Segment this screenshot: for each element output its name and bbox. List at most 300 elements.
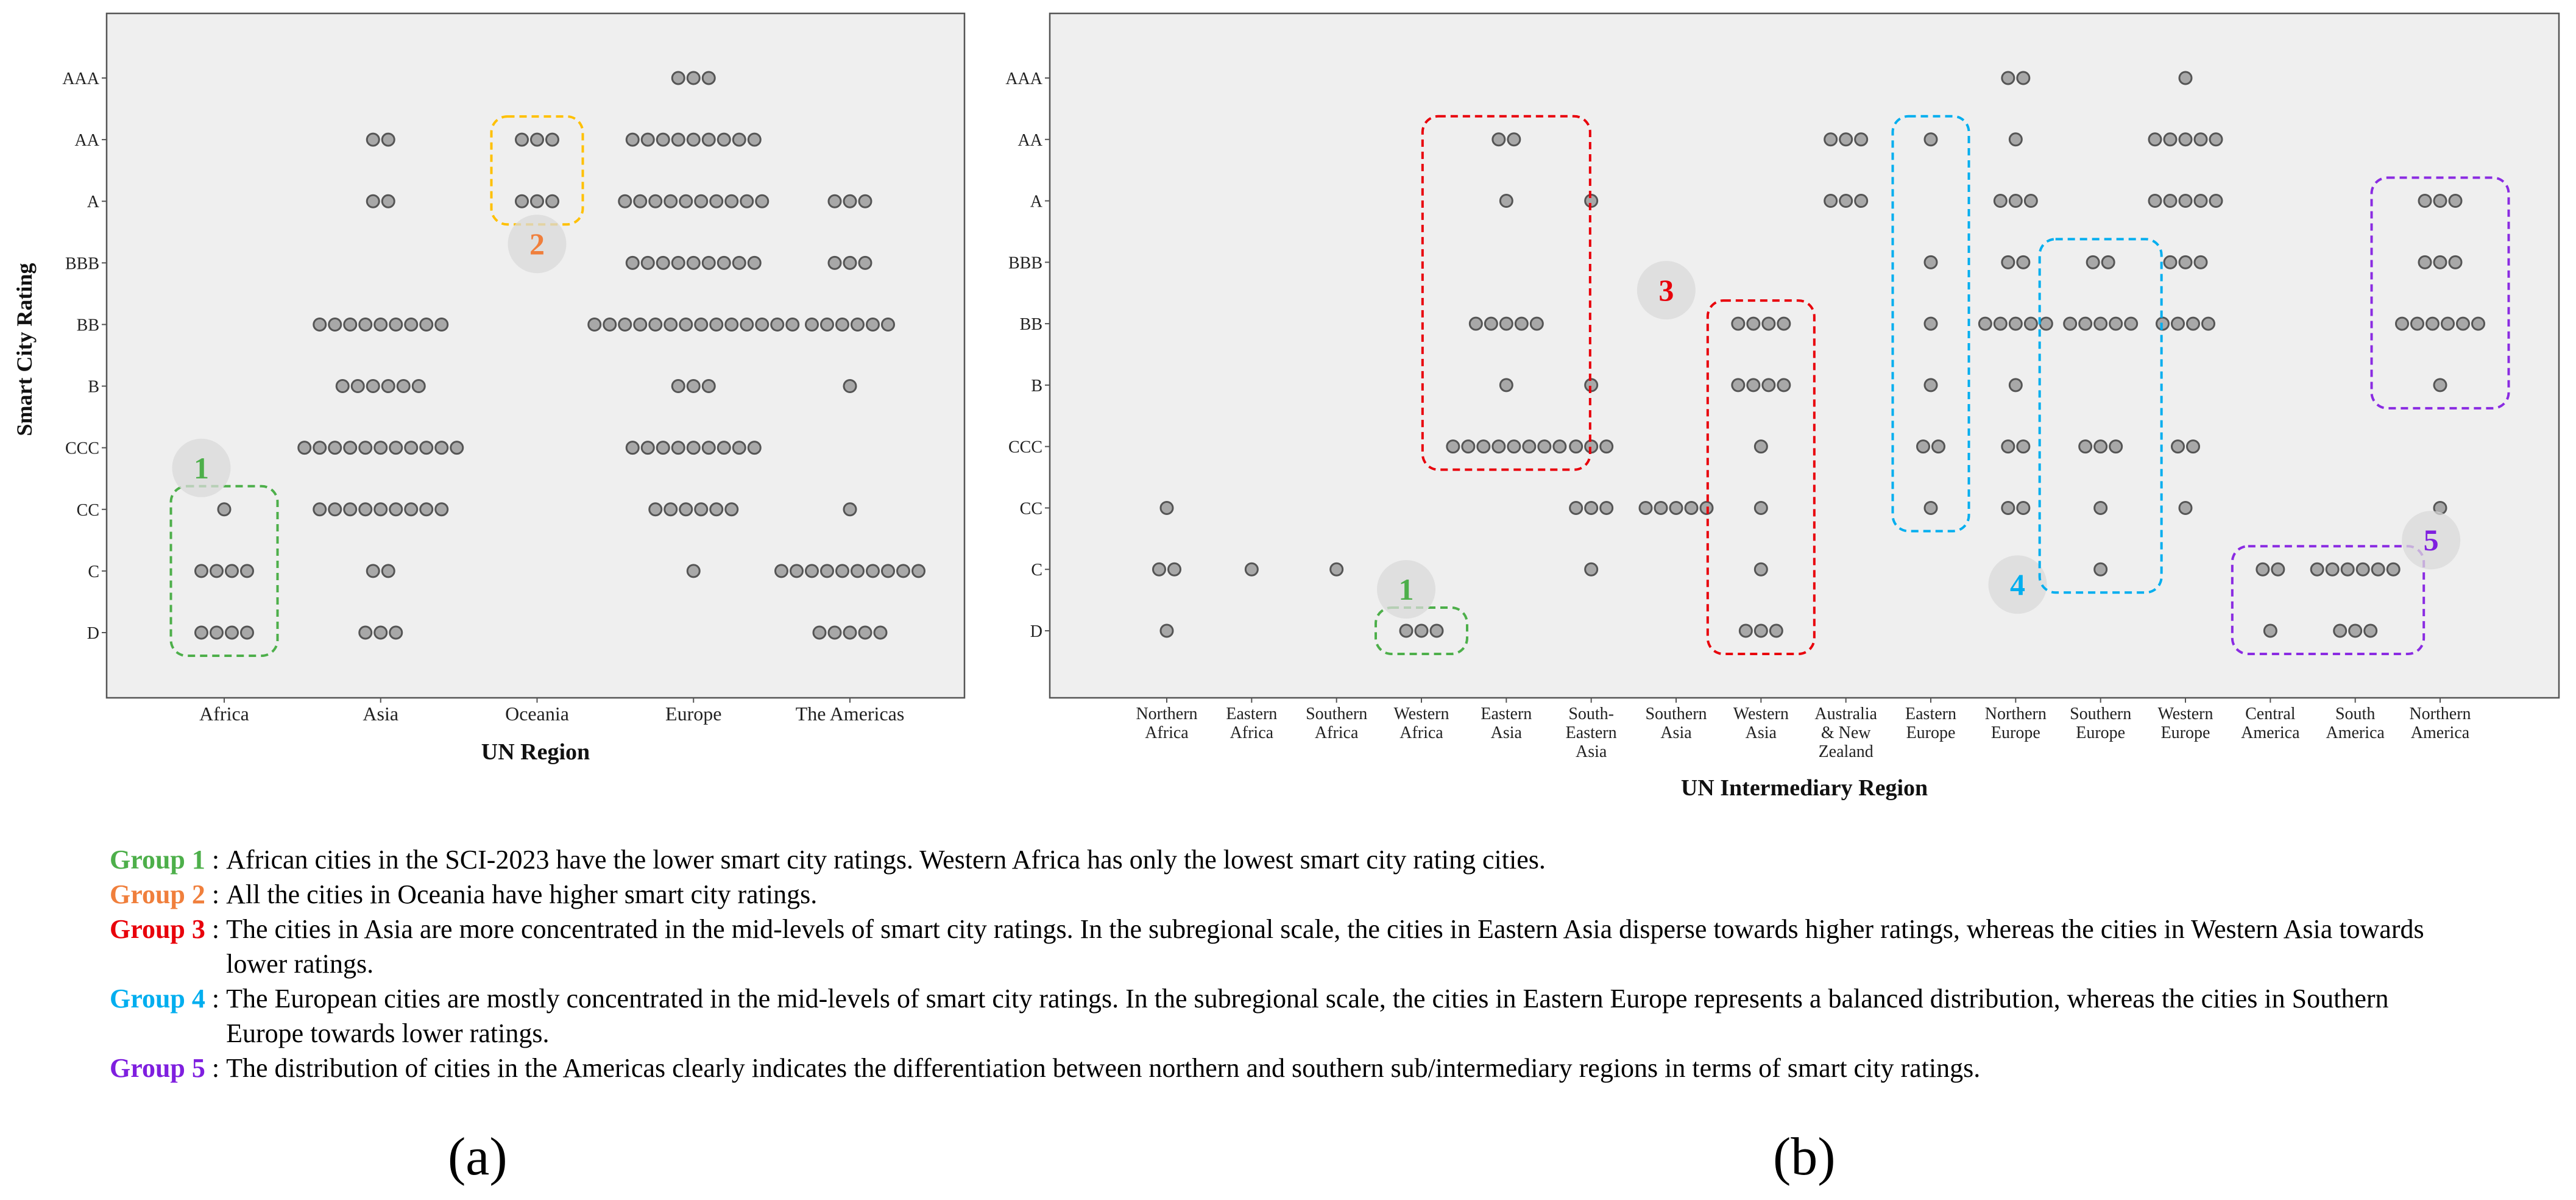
b-x-tick-label-eastern-asia: Eastern Asia	[1481, 705, 1532, 742]
b-x-tick-label-central-america: Central America	[2241, 705, 2300, 742]
b-x-tick-label-northern-europe: Northern Europe	[1984, 705, 2047, 742]
b-dot-northern-europe-ccc	[2017, 441, 2029, 453]
a-dot-oceania-a	[547, 195, 559, 207]
a-dot-africa-d	[196, 627, 208, 639]
b-dot-western-asia-d	[1770, 625, 1782, 637]
b-dot-northern-europe-a	[2025, 195, 2037, 207]
a-y-tick-label-cc: CC	[76, 500, 99, 520]
b-dot-southern-europe-bb	[2095, 318, 2107, 330]
b-dot-western-europe-ccc	[2172, 441, 2184, 453]
b-y-tick-label-ccc: CCC	[1008, 438, 1042, 457]
b-dot-eastern-europe-aa	[1925, 133, 1937, 146]
b-plot-area	[1050, 13, 2559, 698]
b-dot-western-europe-a	[2149, 195, 2161, 207]
b-x-tick-label-south-america: South America	[2326, 705, 2385, 742]
b-y-tick-label-aa: AA	[1017, 130, 1042, 150]
legend-separator: :	[205, 845, 227, 875]
b-dot-northern-europe-bbb	[2017, 256, 2029, 268]
b-dot-south-america-d	[2349, 625, 2362, 637]
b-dot-western-europe-a	[2179, 195, 2192, 207]
a-dot-asia-b	[412, 380, 425, 392]
a-dot-africa-d	[211, 627, 223, 639]
b-dot-eastern-europe-bb	[1925, 318, 1937, 330]
b-dot-southern-europe-ccc	[2110, 441, 2122, 453]
a-y-tick-label-ccc: CCC	[65, 439, 99, 458]
b-dot-southern-europe-bb	[2079, 318, 2092, 330]
b-dot-western-asia-bb	[1763, 318, 1775, 330]
a-dot-oceania-a	[516, 195, 528, 207]
a-dot-europe-bbb	[687, 257, 699, 269]
a-dot-asia-ccc	[451, 442, 463, 454]
legend-row-group-3	[110, 912, 2535, 981]
a-dot-europe-bb	[665, 318, 677, 330]
b-dot-eastern-europe-bbb	[1925, 256, 1937, 268]
a-dot-asia-d	[375, 627, 387, 639]
a-dot-europe-ccc	[657, 442, 669, 454]
b-dot-western-europe-a	[2164, 195, 2176, 207]
b-dot-northern-america-bb	[2457, 318, 2469, 330]
b-dot-eastern-asia-ccc	[1462, 441, 1474, 453]
b-dot-northern-europe-aa	[2009, 133, 2022, 146]
a-dot-asia-cc	[314, 503, 326, 516]
a-dot-the-americas-bb	[882, 318, 894, 330]
a-dot-asia-ccc	[405, 442, 417, 454]
a-dot-europe-bbb	[748, 257, 760, 269]
a-dot-the-americas-c	[791, 565, 803, 577]
b-dot-northern-europe-ccc	[2002, 441, 2014, 453]
b-dot-central-america-c	[2272, 563, 2284, 575]
a-dot-the-americas-cc	[844, 503, 856, 516]
a-dot-africa-cc	[218, 503, 230, 516]
b-dot-eastern-africa-c	[1245, 563, 1258, 575]
a-x-axis-title: UN Region	[481, 739, 590, 765]
a-dot-europe-b	[702, 380, 715, 392]
b-group-label-5: 5	[2423, 523, 2439, 558]
b-dot-central-america-c	[2257, 563, 2269, 575]
a-dot-europe-a	[741, 195, 753, 207]
legend-group-2-name: Group 2	[110, 879, 205, 909]
a-dot-asia-ccc	[375, 442, 387, 454]
a-dot-europe-b	[672, 380, 684, 392]
b-dot-western-europe-bbb	[2179, 256, 2192, 268]
b-dot-eastern-asia-ccc	[1493, 441, 1505, 453]
a-dot-oceania-aa	[531, 133, 543, 146]
b-x-tick-label-south-eastern-asia: South-Eastern Asia	[1565, 705, 1617, 761]
a-dot-europe-bb	[589, 318, 601, 330]
a-dot-asia-d	[390, 627, 402, 639]
b-group-label-4: 4	[2010, 567, 2025, 602]
legend-row-group-4	[110, 981, 2535, 1051]
a-dot-asia-bb	[420, 318, 433, 330]
b-x-tick-label-southern-asia: Southern Asia	[1645, 705, 1707, 742]
b-x-tick-label-western-asia: Western Asia	[1733, 705, 1789, 742]
a-dot-oceania-aa	[547, 133, 559, 146]
a-dot-europe-bb	[634, 318, 646, 330]
a-dot-the-americas-d	[829, 627, 841, 639]
b-dot-south-america-d	[2334, 625, 2346, 637]
a-dot-europe-bbb	[657, 257, 669, 269]
a-dot-europe-aa	[657, 133, 669, 146]
a-dot-europe-a	[710, 195, 723, 207]
a-dot-europe-aaa	[672, 72, 684, 84]
b-x-tick-label-western-europe: Western Europe	[2157, 705, 2213, 742]
a-dot-oceania-a	[531, 195, 543, 207]
a-dot-asia-b	[336, 380, 349, 392]
b-y-tick-label-cc: CC	[1019, 499, 1042, 519]
b-dot-south-america-c	[2372, 563, 2384, 575]
b-dot-eastern-asia-ccc	[1554, 441, 1566, 453]
legend-group-3-text: The cities in Asia are more concentrated in the mid-levels of smart city ratings. In the subregional scale, the cities in Eastern Asia disperse towards higher ratings, whereas the cities in Western Asia towards lower ratings.	[226, 914, 2424, 979]
a-dot-asia-aa	[382, 133, 394, 146]
b-y-tick-label-c: C	[1031, 561, 1042, 580]
b-dot-southern-asia-cc	[1655, 502, 1667, 514]
a-dot-the-americas-a	[859, 195, 871, 207]
b-dot-northern-america-a	[2434, 195, 2446, 207]
b-dot-northern-america-bb	[2396, 318, 2408, 330]
a-dot-the-americas-bbb	[844, 257, 856, 269]
a-dot-the-americas-bbb	[829, 257, 841, 269]
a-dot-europe-bb	[756, 318, 768, 330]
a-dot-europe-a	[619, 195, 631, 207]
b-dot-western-europe-aaa	[2179, 72, 2192, 84]
b-dot-eastern-asia-bb	[1530, 318, 1543, 330]
a-dot-europe-a	[756, 195, 768, 207]
a-dot-asia-d	[359, 627, 372, 639]
a-dot-asia-cc	[436, 503, 448, 516]
b-dot-southern-asia-cc	[1685, 502, 1697, 514]
a-dot-europe-cc	[710, 503, 723, 516]
b-dot-northern-america-bbb	[2434, 256, 2446, 268]
b-dot-eastern-asia-a	[1500, 195, 1512, 207]
b-x-tick-label-northern-america: Northern America	[2409, 705, 2471, 742]
b-dot-western-asia-ccc	[1755, 441, 1767, 453]
b-dot-eastern-asia-bb	[1470, 318, 1482, 330]
legend-separator: :	[205, 914, 227, 944]
a-dot-europe-a	[726, 195, 738, 207]
a-dot-the-americas-c	[852, 565, 864, 577]
a-dot-europe-bb	[695, 318, 707, 330]
b-dot-western-europe-bbb	[2164, 256, 2176, 268]
b-dot-south-eastern-asia-ccc	[1570, 441, 1582, 453]
legend-group-2-text: All the cities in Oceania have higher smart city ratings.	[226, 879, 818, 909]
a-dot-the-americas-d	[844, 627, 856, 639]
a-dot-the-americas-c	[897, 565, 910, 577]
a-x-tick-label-asia: Asia	[363, 703, 399, 725]
a-dot-asia-cc	[405, 503, 417, 516]
a-dot-the-americas-c	[806, 565, 818, 577]
b-dot-western-asia-bb	[1732, 318, 1744, 330]
a-dot-the-americas-bb	[852, 318, 864, 330]
a-dot-the-americas-bbb	[859, 257, 871, 269]
b-dot-eastern-asia-ccc	[1538, 441, 1551, 453]
b-x-tick-label-southern-africa: Southern Africa	[1306, 705, 1368, 742]
b-dot-south-america-c	[2326, 563, 2338, 575]
b-dot-eastern-europe-b	[1925, 379, 1937, 391]
a-dot-europe-aa	[748, 133, 760, 146]
b-x-axis-title: UN Intermediary Region	[1680, 775, 1928, 801]
b-dot-northern-europe-bb	[2040, 318, 2052, 330]
b-dot-southern-africa-c	[1331, 563, 1343, 575]
a-y-tick-label-a: A	[87, 193, 99, 212]
b-dot-northern-africa-c	[1169, 563, 1181, 575]
b-x-tick-label-eastern-europe: Eastern Europe	[1905, 705, 1956, 742]
legend-group-3-name: Group 3	[110, 914, 205, 944]
a-dot-europe-ccc	[642, 442, 654, 454]
legend-row-group-2	[110, 877, 2535, 912]
b-y-tick-label-b: B	[1031, 376, 1042, 396]
a-y-tick-label-c: C	[88, 562, 99, 581]
b-dot-western-europe-cc	[2179, 502, 2192, 514]
b-dot-eastern-asia-b	[1500, 379, 1512, 391]
a-dot-europe-b	[687, 380, 699, 392]
a-dot-asia-a	[382, 195, 394, 207]
b-x-tick-label-eastern-africa: Eastern Africa	[1226, 705, 1278, 742]
b-dot-western-asia-bb	[1747, 318, 1760, 330]
a-dot-the-americas-c	[776, 565, 788, 577]
a-dot-the-americas-d	[874, 627, 886, 639]
b-dot-eastern-asia-bb	[1515, 318, 1527, 330]
b-dot-eastern-asia-ccc	[1477, 441, 1490, 453]
b-x-tick-label-western-africa: Western Africa	[1393, 705, 1449, 742]
b-dot-south-america-d	[2365, 625, 2377, 637]
a-dot-asia-cc	[420, 503, 433, 516]
a-dot-europe-bbb	[702, 257, 715, 269]
panel-label-a: (a)	[448, 1127, 508, 1187]
b-dot-southern-europe-ccc	[2079, 441, 2092, 453]
a-dot-the-americas-d	[813, 627, 826, 639]
b-dot-western-europe-aa	[2149, 133, 2161, 146]
b-dot-australia-new-zealand-a	[1840, 195, 1852, 207]
a-dot-asia-bb	[359, 318, 372, 330]
b-dot-western-asia-b	[1778, 379, 1790, 391]
a-dot-the-americas-c	[821, 565, 833, 577]
panel-label-b: (b)	[1773, 1127, 1836, 1187]
a-dot-europe-cc	[665, 503, 677, 516]
a-dot-the-americas-b	[844, 380, 856, 392]
a-dot-europe-bb	[741, 318, 753, 330]
a-x-tick-label-europe: Europe	[665, 703, 722, 725]
a-x-tick-label-oceania: Oceania	[505, 703, 569, 725]
b-dot-northern-europe-cc	[2002, 502, 2014, 514]
b-dot-northern-europe-bb	[2009, 318, 2022, 330]
b-dot-eastern-asia-bb	[1500, 318, 1512, 330]
b-dot-eastern-europe-cc	[1925, 502, 1937, 514]
a-dot-the-americas-c	[913, 565, 925, 577]
a-dot-europe-ccc	[626, 442, 639, 454]
a-dot-europe-bbb	[718, 257, 730, 269]
b-dot-northern-europe-aaa	[2017, 72, 2029, 84]
a-dot-europe-a	[665, 195, 677, 207]
a-dot-the-americas-d	[859, 627, 871, 639]
b-dot-southern-asia-cc	[1640, 502, 1652, 514]
panel-a-chart	[12, 13, 964, 765]
a-dot-asia-b	[367, 380, 379, 392]
b-dot-southern-europe-bbb	[2087, 256, 2099, 268]
b-dot-northern-europe-b	[2009, 379, 2022, 391]
b-dot-northern-europe-bb	[1994, 318, 2006, 330]
b-dot-western-europe-a	[2210, 195, 2222, 207]
a-dot-europe-bb	[787, 318, 799, 330]
b-dot-northern-america-a	[2419, 195, 2431, 207]
a-group-label-1: 1	[194, 450, 209, 485]
a-dot-europe-cc	[726, 503, 738, 516]
a-dot-europe-ccc	[702, 442, 715, 454]
b-dot-western-europe-bb	[2187, 318, 2199, 330]
a-dot-asia-cc	[375, 503, 387, 516]
a-dot-europe-ccc	[672, 442, 684, 454]
b-dot-south-eastern-asia-cc	[1585, 502, 1598, 514]
a-y-tick-label-b: B	[88, 377, 99, 397]
a-dot-asia-ccc	[359, 442, 372, 454]
a-dot-africa-c	[211, 565, 223, 577]
b-dot-australia-new-zealand-aa	[1855, 133, 1867, 146]
b-dot-northern-europe-a	[2009, 195, 2022, 207]
a-dot-asia-ccc	[314, 442, 326, 454]
a-y-tick-label-aa: AA	[74, 131, 99, 151]
b-dot-western-europe-aa	[2164, 133, 2176, 146]
b-dot-western-asia-bb	[1778, 318, 1790, 330]
a-dot-asia-ccc	[420, 442, 433, 454]
b-dot-eastern-asia-aa	[1493, 133, 1505, 146]
b-dot-northern-africa-cc	[1161, 502, 1173, 514]
b-y-tick-label-d: D	[1030, 622, 1042, 641]
b-x-tick-label-northern-africa: Northern Africa	[1136, 705, 1198, 742]
legend-row-group-1	[110, 842, 2535, 877]
b-dot-northern-america-b	[2434, 379, 2446, 391]
legend-group-5-name: Group 5	[110, 1053, 205, 1083]
a-dot-asia-bb	[436, 318, 448, 330]
a-dot-africa-c	[196, 565, 208, 577]
a-dot-europe-aa	[672, 133, 684, 146]
b-dot-south-eastern-asia-c	[1585, 563, 1598, 575]
a-dot-asia-c	[367, 565, 379, 577]
a-dot-europe-ccc	[748, 442, 760, 454]
a-dot-europe-aaa	[702, 72, 715, 84]
a-dot-asia-b	[397, 380, 409, 392]
a-dot-asia-cc	[329, 503, 341, 516]
legend-group-4-text: The European cities are mostly concentrated in the mid-levels of smart city ratings. In the subregional scale, the cities in Eastern Europe represents a balanced distribution, whereas the cities in Southern Europe towards lower ratings.	[226, 984, 2389, 1048]
b-dot-south-america-c	[2357, 563, 2369, 575]
b-dot-southern-europe-cc	[2095, 502, 2107, 514]
a-y-axis-title: Smart City Rating	[12, 263, 37, 436]
a-dot-asia-a	[367, 195, 379, 207]
b-dot-eastern-europe-ccc	[1917, 441, 1930, 453]
b-dot-southern-europe-bb	[2125, 318, 2137, 330]
legend-separator: :	[205, 1053, 227, 1083]
a-dot-europe-a	[634, 195, 646, 207]
a-dot-europe-bbb	[626, 257, 639, 269]
b-dot-northern-america-bb	[2442, 318, 2454, 330]
a-dot-asia-ccc	[436, 442, 448, 454]
b-dot-western-europe-a	[2195, 195, 2207, 207]
a-x-tick-label-africa: Africa	[199, 703, 249, 725]
a-dot-asia-ccc	[329, 442, 341, 454]
b-dot-western-europe-aa	[2210, 133, 2222, 146]
a-dot-asia-ccc	[344, 442, 356, 454]
a-dot-the-americas-c	[837, 565, 849, 577]
a-dot-europe-aa	[642, 133, 654, 146]
a-dot-the-americas-a	[844, 195, 856, 207]
b-group-label-1: 1	[1398, 572, 1414, 606]
a-x-tick-label-the-americas: The Americas	[795, 703, 905, 725]
b-dot-northern-africa-c	[1153, 563, 1166, 575]
b-dot-northern-europe-cc	[2017, 502, 2029, 514]
b-dot-western-africa-d	[1431, 625, 1443, 637]
a-dot-asia-ccc	[390, 442, 402, 454]
a-dot-asia-ccc	[299, 442, 311, 454]
a-dot-europe-bb	[680, 318, 692, 330]
b-dot-northern-africa-d	[1161, 625, 1173, 637]
b-y-tick-label-aaa: AAA	[1005, 69, 1042, 88]
a-dot-asia-cc	[344, 503, 356, 516]
b-dot-australia-new-zealand-a	[1825, 195, 1837, 207]
a-dot-europe-aaa	[687, 72, 699, 84]
b-dot-eastern-asia-ccc	[1447, 441, 1459, 453]
b-dot-southern-europe-bb	[2110, 318, 2122, 330]
a-dot-europe-aa	[626, 133, 639, 146]
a-dot-europe-cc	[680, 503, 692, 516]
a-group-label-2: 2	[529, 227, 545, 261]
b-dot-northern-europe-aaa	[2002, 72, 2014, 84]
legend-group-1-text: African cities in the SCI-2023 have the lower smart city ratings. Western Africa has only the lowest smart city rating cities.	[226, 845, 1546, 875]
b-dot-northern-america-a	[2449, 195, 2461, 207]
b-dot-eastern-asia-aa	[1508, 133, 1520, 146]
a-y-tick-label-bbb: BBB	[65, 254, 99, 274]
b-dot-south-america-c	[2387, 563, 2399, 575]
a-dot-europe-a	[695, 195, 707, 207]
b-dot-western-asia-b	[1763, 379, 1775, 391]
b-dot-western-europe-aa	[2179, 133, 2192, 146]
legend-group-5-text: The distribution of cities in the Americas clearly indicates the differentiation between northern and southern sub/intermediary regions in terms of smart city ratings.	[226, 1053, 1981, 1083]
a-dot-europe-aa	[718, 133, 730, 146]
a-dot-europe-aa	[733, 133, 745, 146]
b-y-tick-label-a: A	[1030, 192, 1042, 211]
a-dot-the-americas-bb	[867, 318, 879, 330]
a-dot-europe-cc	[695, 503, 707, 516]
legend-separator: :	[205, 879, 227, 909]
b-dot-western-europe-bb	[2172, 318, 2184, 330]
a-dot-europe-a	[649, 195, 662, 207]
a-dot-europe-bb	[604, 318, 616, 330]
a-dot-the-americas-a	[829, 195, 841, 207]
b-dot-western-asia-d	[1755, 625, 1767, 637]
b-dot-southern-europe-bb	[2064, 318, 2076, 330]
b-dot-australia-new-zealand-a	[1855, 195, 1867, 207]
a-y-tick-label-aaa: AAA	[62, 69, 99, 88]
a-dot-asia-cc	[359, 503, 372, 516]
legend-group-1-name: Group 1	[110, 845, 205, 875]
a-dot-europe-bb	[649, 318, 662, 330]
a-dot-asia-cc	[390, 503, 402, 516]
b-dot-western-europe-bb	[2203, 318, 2215, 330]
b-dot-western-asia-b	[1747, 379, 1760, 391]
b-dot-southern-europe-bbb	[2102, 256, 2114, 268]
legend-group-4-name: Group 4	[110, 984, 205, 1014]
a-dot-europe-bbb	[672, 257, 684, 269]
b-dot-south-eastern-asia-ccc	[1601, 441, 1613, 453]
b-dot-western-europe-ccc	[2187, 441, 2199, 453]
legend-row-group-5	[110, 1051, 2535, 1085]
a-dot-asia-b	[382, 380, 394, 392]
a-dot-europe-ccc	[733, 442, 745, 454]
a-dot-the-americas-c	[867, 565, 879, 577]
a-dot-europe-bb	[710, 318, 723, 330]
b-dot-south-eastern-asia-cc	[1570, 502, 1582, 514]
b-dot-central-america-d	[2264, 625, 2276, 637]
a-dot-asia-b	[352, 380, 364, 392]
b-dot-south-america-c	[2341, 563, 2354, 575]
b-dot-western-europe-bbb	[2195, 256, 2207, 268]
